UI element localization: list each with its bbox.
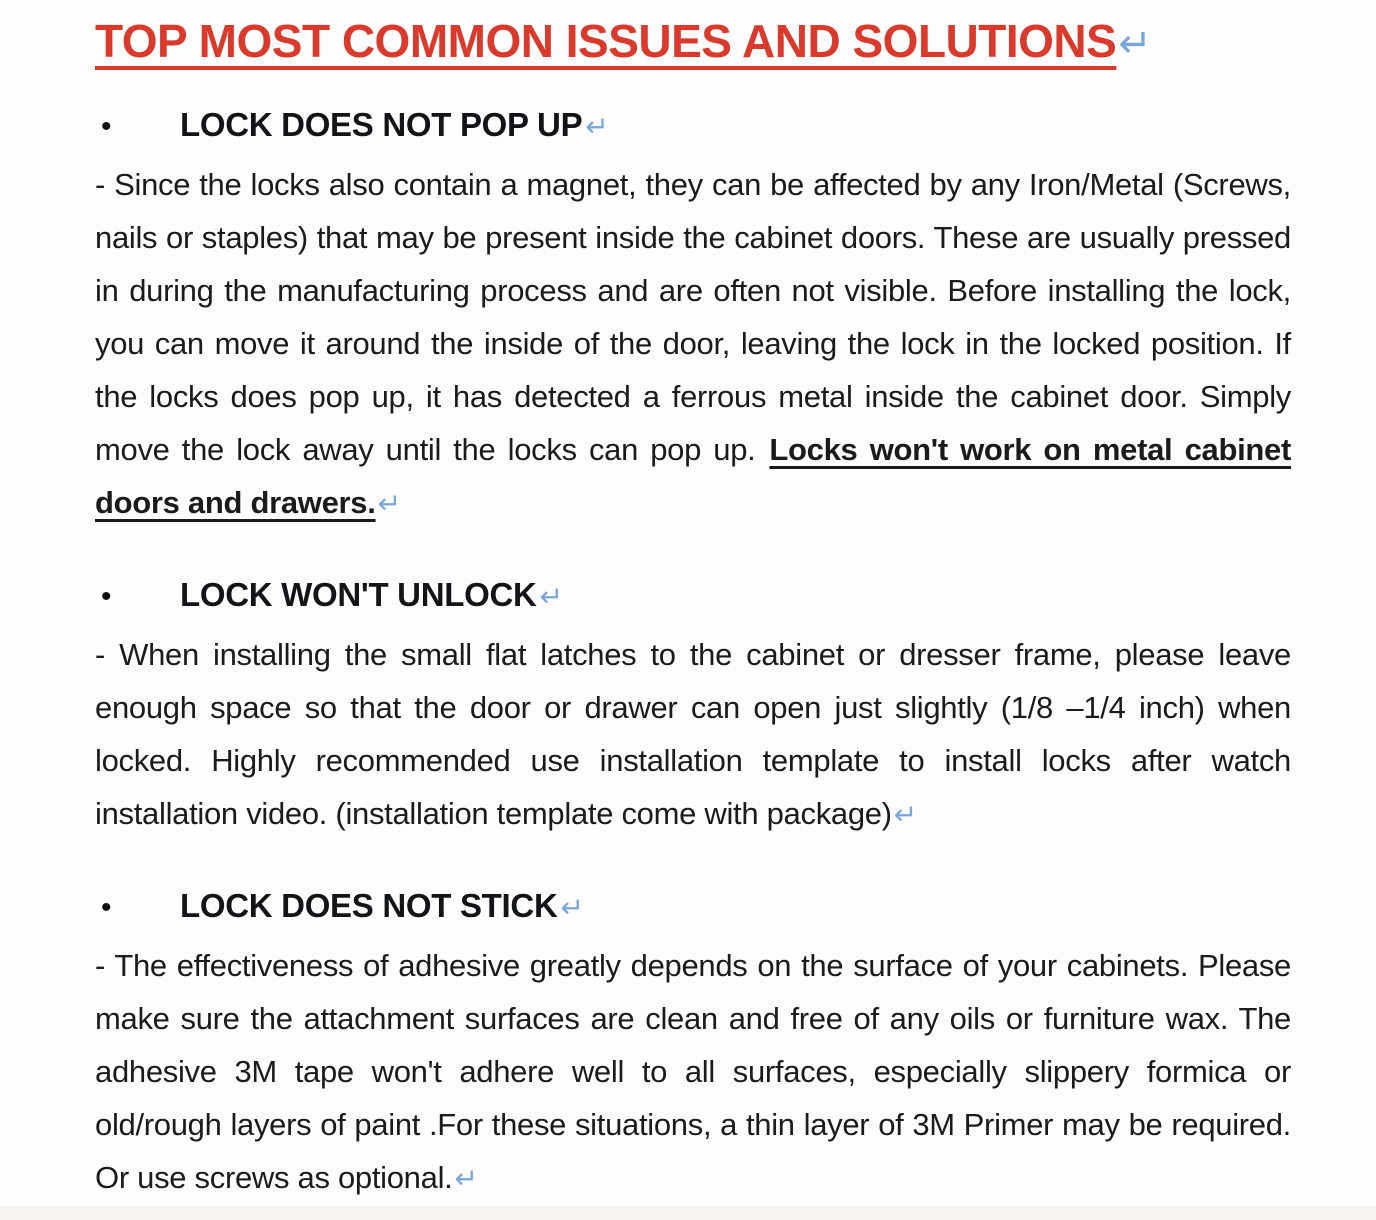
section-body-lock-wont-unlock	[95, 628, 1291, 841]
section-heading-lock-does-not-stick	[95, 887, 1291, 925]
section-body-lock-does-not-pop-up	[95, 158, 1291, 530]
bullet-icon: •	[101, 110, 112, 143]
paragraph-text: - The effectiveness of adhesive greatly depends on the surface of your cabinets. Please make sure the attachment surfaces are clean and free of any oils or furniture wax. The adhesive 3M tape won't adhere well to all surfaces, especially slippery formica or old/rough layers of paint .For these situations, a thin layer of 3M Primer may be required. Or use screws as optional.	[95, 948, 1291, 1195]
section-heading-text: LOCK DOES NOT STICK	[180, 887, 558, 924]
bottom-edge-strip	[0, 1206, 1376, 1220]
bullet-icon: •	[101, 580, 112, 613]
page-title-text: TOP MOST COMMON ISSUES AND SOLUTIONS	[95, 15, 1117, 67]
section-heading-lock-wont-unlock	[95, 576, 1291, 614]
paragraph-text: - Since the locks also contain a magnet, they can be affected by any Iron/Metal (Screws, nails or staples) that may be present inside the cabinet doors. These are usually pressed in during the manufacturing process and are often not visible. Before installing the lock, you can move it around the inside of the door, leaving the lock in the locked position. If the locks does pop up, it has detected a ferrous metal inside the cabinet door. Simply move the lock away until the locks can pop up.	[95, 167, 1291, 467]
section-body-lock-does-not-stick	[95, 939, 1291, 1205]
section-heading-text: LOCK DOES NOT POP UP	[180, 106, 583, 143]
paragraph-mark-icon: ↵	[377, 488, 401, 519]
paragraph-text: - When installing the small flat latches to the cabinet or dresser frame, please leave enough space so that the door or drawer can open just slightly (1/8 –1/4 inch) when locked. Highly recommended use installation template to install locks after watch installation video. (installation template come with package)	[95, 637, 1291, 831]
document-content	[95, 14, 1291, 1205]
page-title	[95, 14, 1291, 68]
paragraph-mark-icon: ↵	[1118, 22, 1152, 66]
section-heading-lock-does-not-pop-up	[95, 106, 1291, 144]
paragraph-mark-icon: ↵	[539, 581, 563, 612]
paragraph-mark-icon: ↵	[454, 1163, 478, 1194]
section-heading-text: LOCK WON'T UNLOCK	[180, 576, 537, 613]
bullet-icon: •	[101, 891, 112, 924]
paragraph-mark-icon: ↵	[893, 799, 917, 830]
paragraph-bold-underline-text: Locks won't work on metal cabinet doors and drawers.	[95, 432, 1292, 520]
paragraph-mark-icon: ↵	[560, 892, 584, 923]
paragraph-mark-icon: ↵	[585, 111, 609, 142]
